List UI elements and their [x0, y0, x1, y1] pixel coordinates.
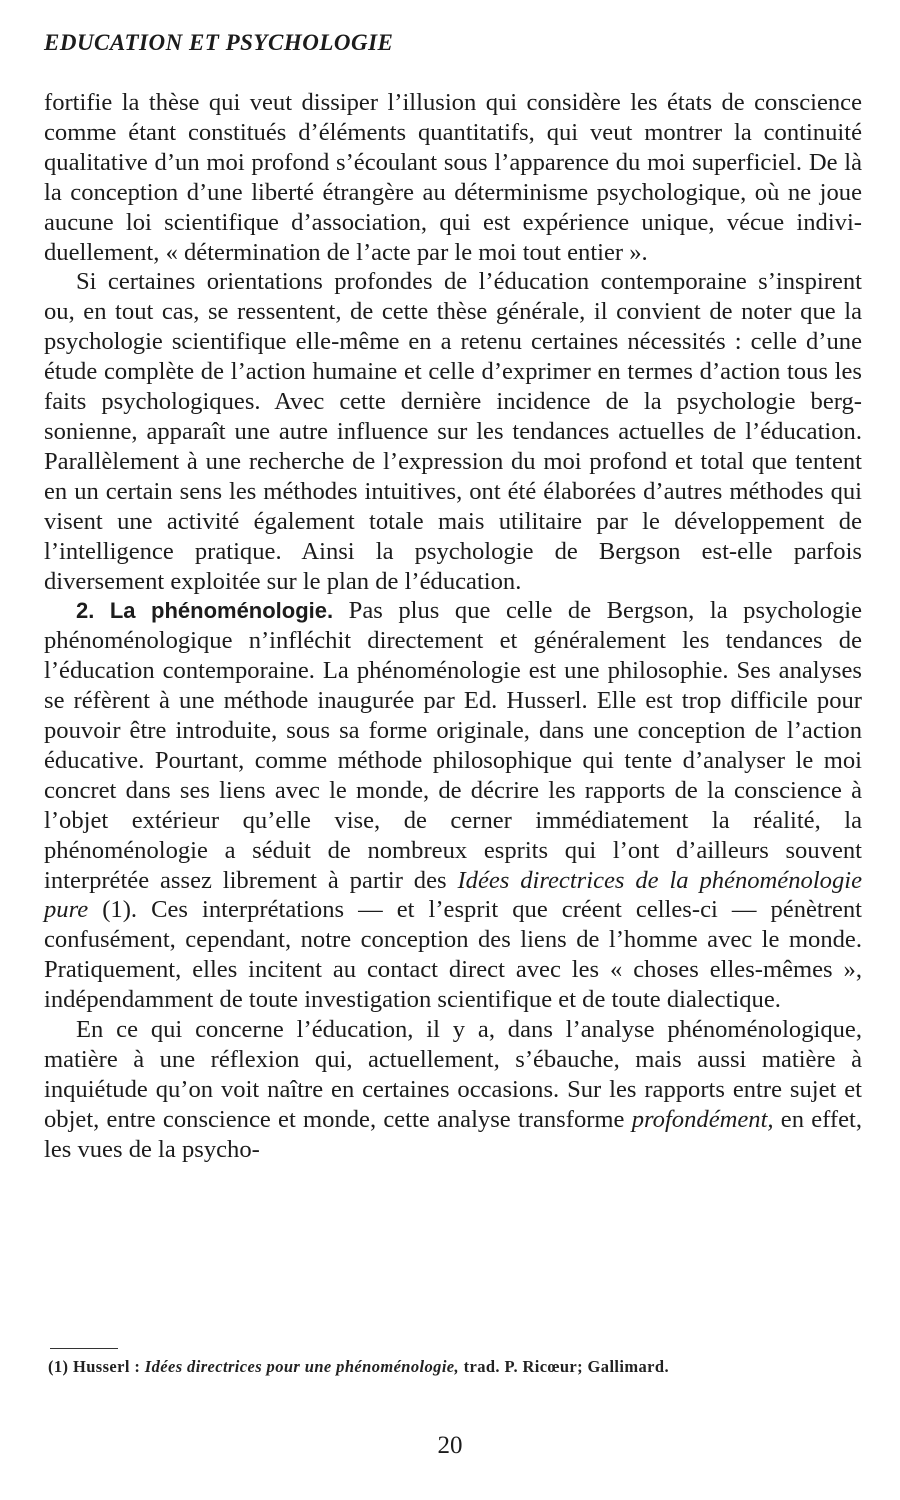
running-header: EDUCATION ET PSYCHOLOGIE — [44, 30, 394, 55]
paragraph-1: fortifie la thèse qui veut dissiper l’illusion qui considère les états de conscience comme étant constitués d’éléments quantitatifs, qui veut montrer la continuité qualitative d’un moi profond s’écoulant sous l’apparence du moi superficiel. De là la conception d’une liberté étrangère au déterminisme psychologique, où ne joue aucune loi scientifique d’association, qui est expérience unique, vécue individuellement, « détermination de l’acte par le moi tout entier ». — [44, 89, 862, 266]
paragraph-2: Si certaines orientations profondes de l’éducation contemporaine s’inspirent ou, en tout cas, se ressentent, de cette thèse générale, il convient de noter que la psychologie scientifique elle-même en a retenu certaines nécessités : celle d’une étude complète de l’action humaine et celle d’exprimer en termes d’action tous les faits psychologiques. Avec cette dernière incidence de la psychologie bergsonienne, apparaît une autre influence sur les tendances actuelles de l’éducation. Parallèlement à une recherche de l’expression du moi profond et total que tentent en un certain sens les méthodes intuitives, ont été élaborées d’autres méthodes qui visent une activité également totale mais utilitaire par le développement de l’intelligence pratique. Ainsi la psychologie de Bergson est-elle parfois diversement exploitée sur le plan de l’éducation. — [44, 268, 862, 595]
page-number: 20 — [437, 1432, 463, 1459]
footnote-author: (1) Husserl : — [48, 1357, 145, 1376]
section-title: 2. La phénoménologie. — [76, 598, 334, 624]
paragraph-3-text-a: Pas plus que celle de Bergson, la psychologie phénoménologique n’infléchit directement et généralement les tendances de l’éducation contemporaine. La phénoménologie est une philosophie. Ses analyses se réfèrent à une méthode inaugurée par Ed. Husserl. Elle est trop difficile pour pouvoir être introduite, sous sa forme originale, dans une conception de l’action éducative. Pourtant, comme méthode philosophique qui tente d’analyser le moi concret dans ses liens avec le monde, de décrire les rapports de la conscience à l’objet extérieur qu’elle vise, de cerner immédiatement la réalité, la phénoménologie a séduit de nombreux esprits qui l’ont d’ailleurs souvent interprétée assez librement à partir des — [44, 597, 862, 894]
footnote-publisher: trad. P. Ricœur; Gallimard. — [459, 1357, 670, 1376]
footnote — [48, 1357, 863, 1377]
body-text — [44, 88, 862, 1165]
book-title-italic: Idées directrices de la phénoménologie pure — [44, 866, 862, 924]
footnote-title: Idées directrices pour une phénoménologie, — [144, 1357, 460, 1376]
paragraph-3-text-b: (1). Ces interprétations — et l’esprit que créent celles-ci — pénètrent confusément, cependant, notre conception des liens de l’homme avec le monde. Pratiquement, elles incitent au contact direct avec les « choses elles-mêmes », indépendamment de toute investigation scientifique et de toute dialectique. — [44, 896, 862, 1014]
footnote-divider — [50, 1348, 118, 1349]
paragraph-4-text-b: en effet, les vues de la psycho- — [44, 1105, 862, 1163]
paragraph-4 — [44, 1015, 862, 1165]
emphasis-italic: profondément, — [631, 1105, 774, 1133]
paragraph-3 — [44, 596, 862, 1015]
paragraph-4-text-a: En ce qui concerne l’éducation, il y a, dans l’analyse phénoménologique, matière à une réflexion qui, actuellement, s’ébauche, mais aussi matière à inquiétude qu’on voit naître en certaines occasions. Sur les rapports entre sujet et objet, entre conscience et monde, cette analyse transforme — [44, 1016, 862, 1133]
